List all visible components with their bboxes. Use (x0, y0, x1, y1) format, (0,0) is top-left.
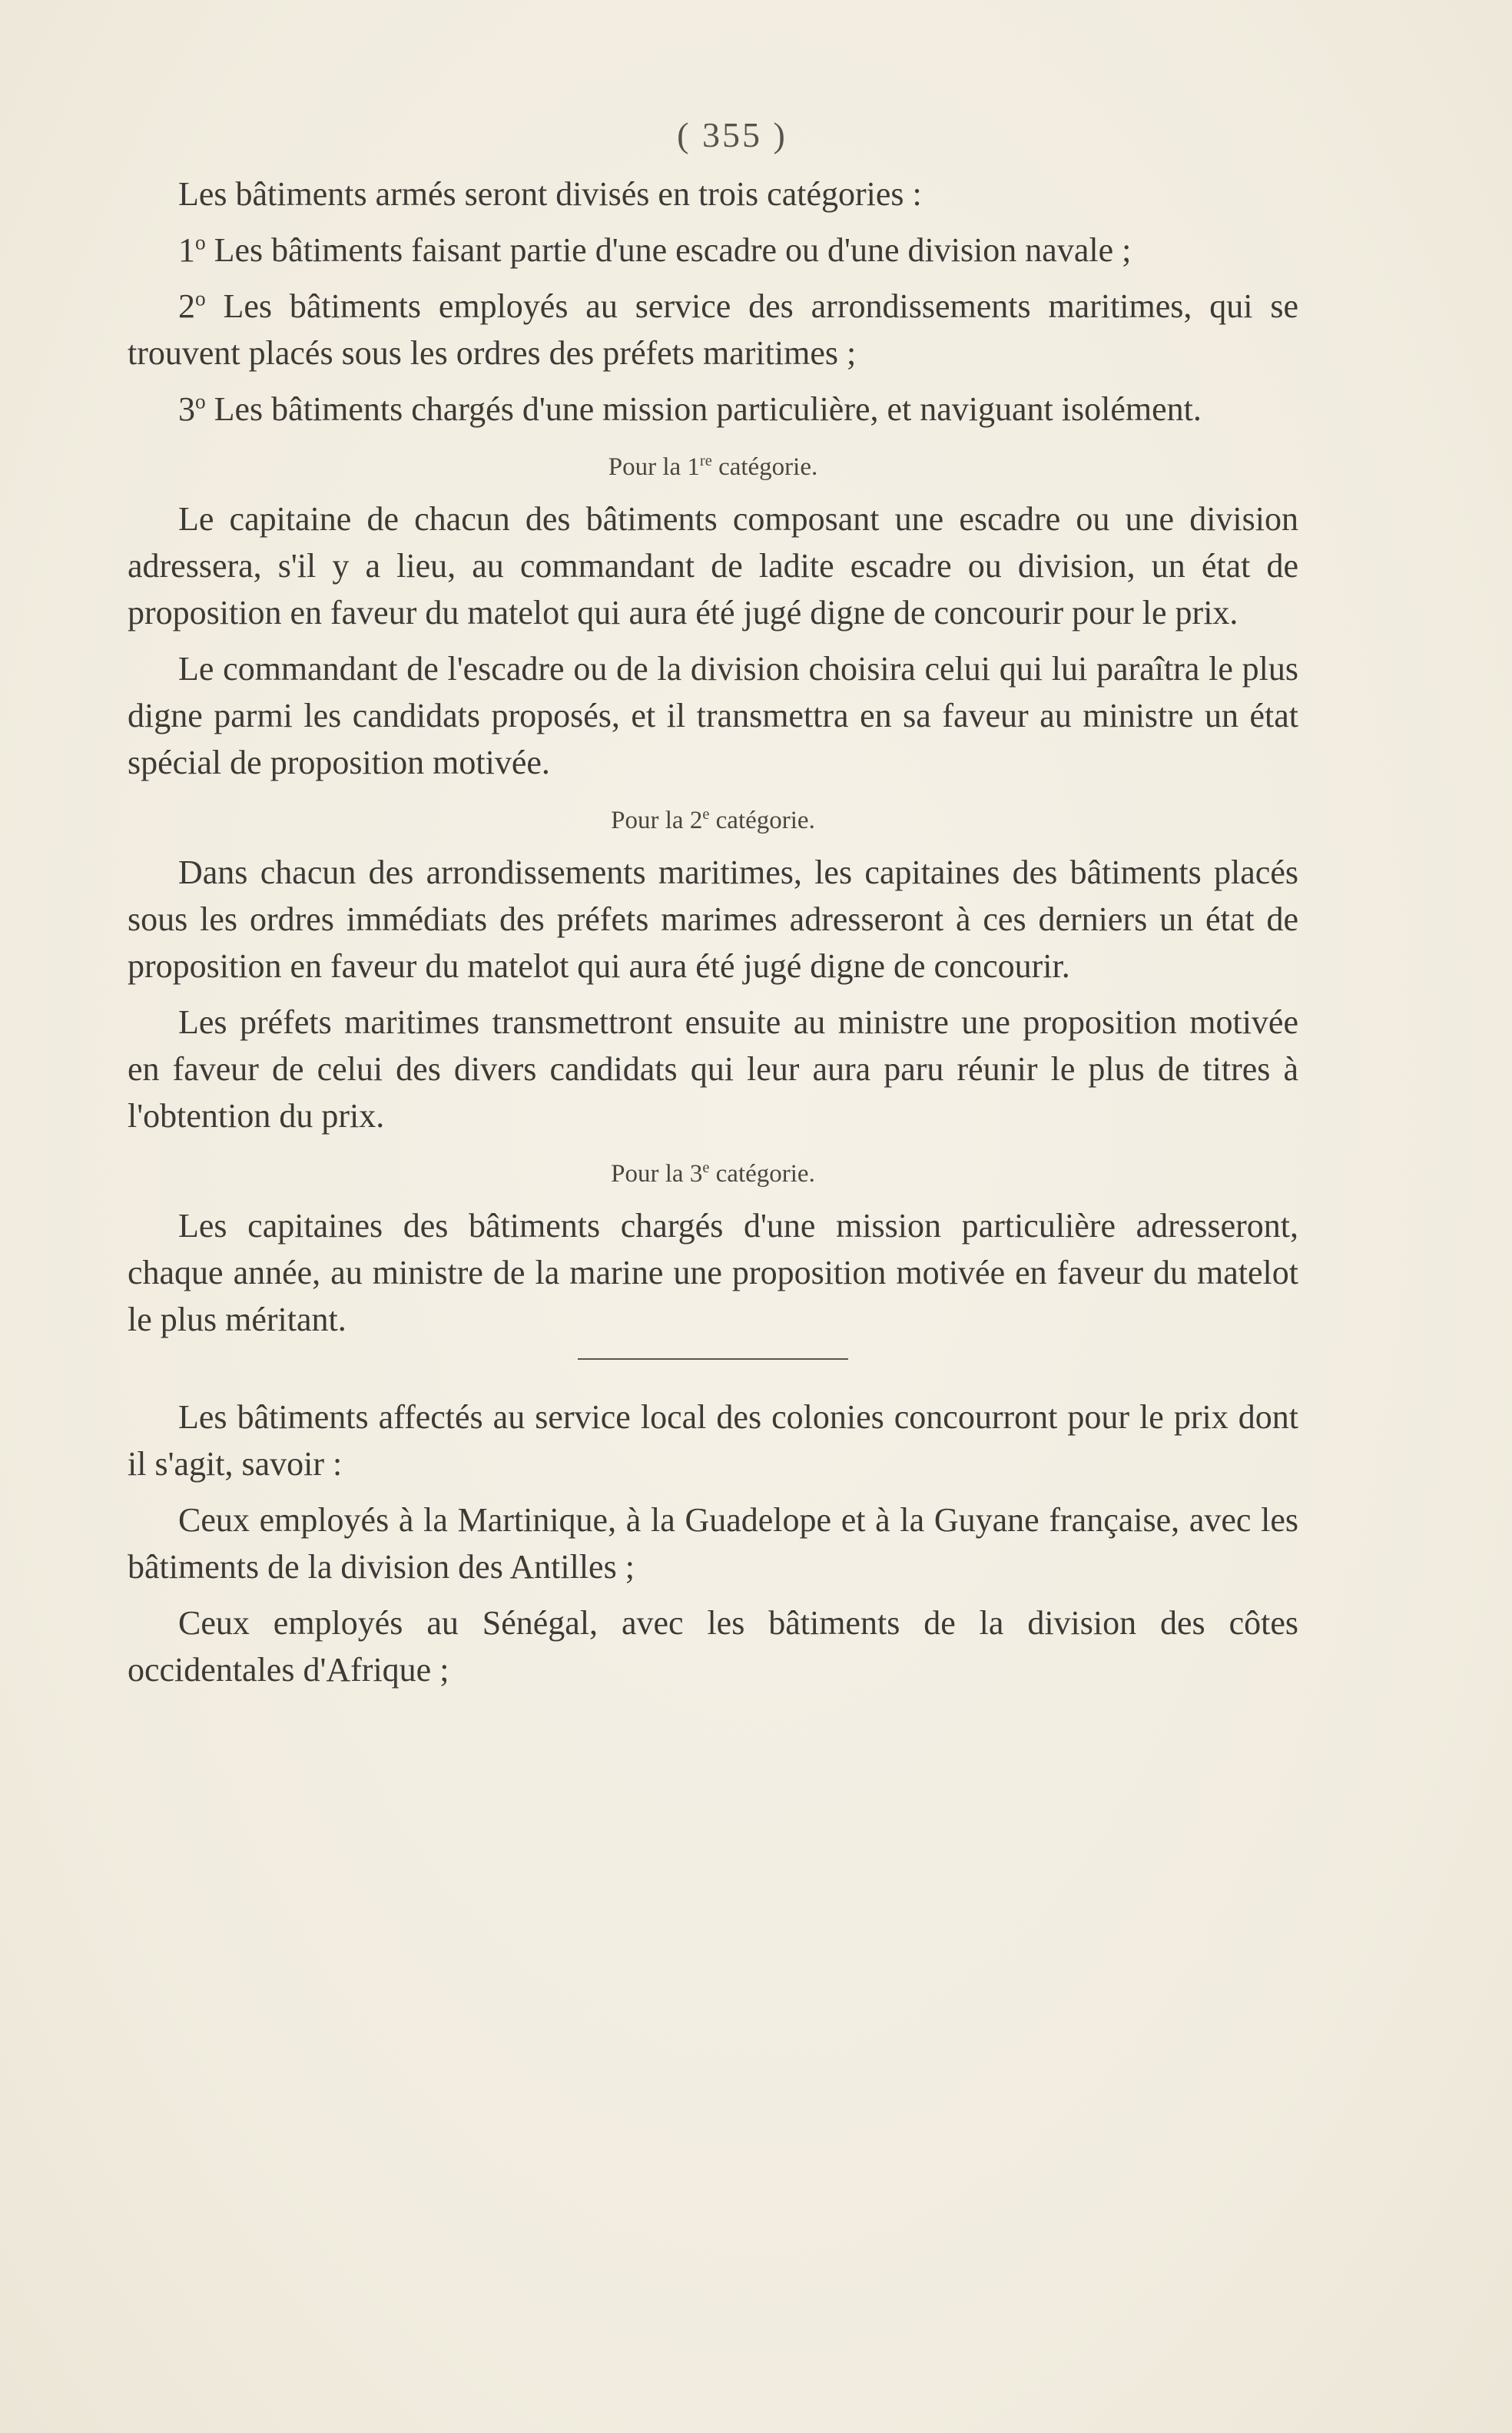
heading-sup: e (702, 806, 710, 823)
ordinal-suffix: o (195, 287, 206, 310)
list-number: 1 (178, 231, 195, 269)
list-number: 2 (178, 287, 195, 325)
paragraph-intro: Les bâtiments armés seront divisés en trois catégories : (178, 175, 922, 213)
heading-text: Pour la 1 (608, 453, 700, 481)
paragraph-arrondissements: Dans chacun des arrondissements maritimes, les capitaines des bâtiments placés sous les ordres immédiats des préfets marimes adresseront à ces derniers un état de proposition en faveur du matelot qui aura été jugé digne de concourir. (128, 854, 1298, 985)
list-number: 3 (178, 390, 195, 428)
heading-text: catégorie. (709, 807, 815, 834)
heading-text: catégorie. (709, 1160, 815, 1188)
paragraph-senegal: Ceux employés au Sénégal, avec les bâtiments de la division des côtes occidentales d'Afrique ; (128, 1604, 1298, 1689)
list-text: Les bâtiments faisant partie d'une escadre ou d'une division navale ; (205, 231, 1132, 269)
heading-text: catégorie. (711, 453, 818, 481)
heading-sup: e (702, 1159, 710, 1176)
paragraph-antilles: Ceux employés à la Martinique, à la Guadelope et à la Guyane française, avec les bâtiments de la division des Antilles ; (128, 1501, 1298, 1586)
section-heading-3 (128, 1156, 1298, 1192)
paragraph-colonies: Les bâtiments affectés au service local des colonies concourront pour le prix dont il s'agit, savoir : (128, 1398, 1298, 1483)
page-number: ( 355 ) (677, 115, 788, 154)
paragraph-prefets: Les préfets maritimes transmettront ensuite au ministre une proposition motivée en faveur de celui des divers candidats qui leur aura paru réunir le plus de titres à l'obtention du prix. (128, 1003, 1298, 1135)
paragraph-squadron-commander: Le commandant de l'escadre ou de la division choisira celui qui lui paraîtra le plus digne parmi les candidats proposés, et il transmettra en sa faveur au ministre un état spécial de proposition motivée. (128, 650, 1298, 781)
section-heading-2 (128, 803, 1298, 838)
list-text: Les bâtiments employés au service des arrondissements maritimes, qui se trouvent placés sous les ordres des préfets maritimes ; (128, 287, 1298, 372)
paragraph-squadron-captain: Le capitaine de chacun des bâtiments composant une escadre ou une division adressera, s'il y a lieu, au commandant de ladite escadre ou division, un état de proposition en faveur du matelot qui aura été jugé digne de concourir pour le prix. (128, 500, 1298, 631)
section-heading-1 (128, 449, 1298, 485)
paragraph-category-3 (128, 386, 1298, 433)
paragraph-category-2 (128, 283, 1298, 376)
section-divider (578, 1358, 848, 1360)
list-text: Les bâtiments chargés d'une mission particulière, et naviguant isolément. (205, 390, 1202, 428)
heading-text: Pour la 3 (611, 1160, 703, 1188)
ordinal-suffix: o (195, 230, 206, 254)
paragraph-mission-captains: Les capitaines des bâtiments chargés d'une mission particulière adresseront, chaque année, au ministre de la marine une proposition motivée en faveur du matelot le plus méritant. (128, 1207, 1298, 1338)
page-text (128, 100, 1298, 1702)
heading-text: Pour la 2 (611, 807, 703, 834)
ordinal-suffix: o (195, 389, 206, 413)
heading-sup: re (699, 452, 712, 469)
paragraph-category-1 (128, 227, 1298, 273)
